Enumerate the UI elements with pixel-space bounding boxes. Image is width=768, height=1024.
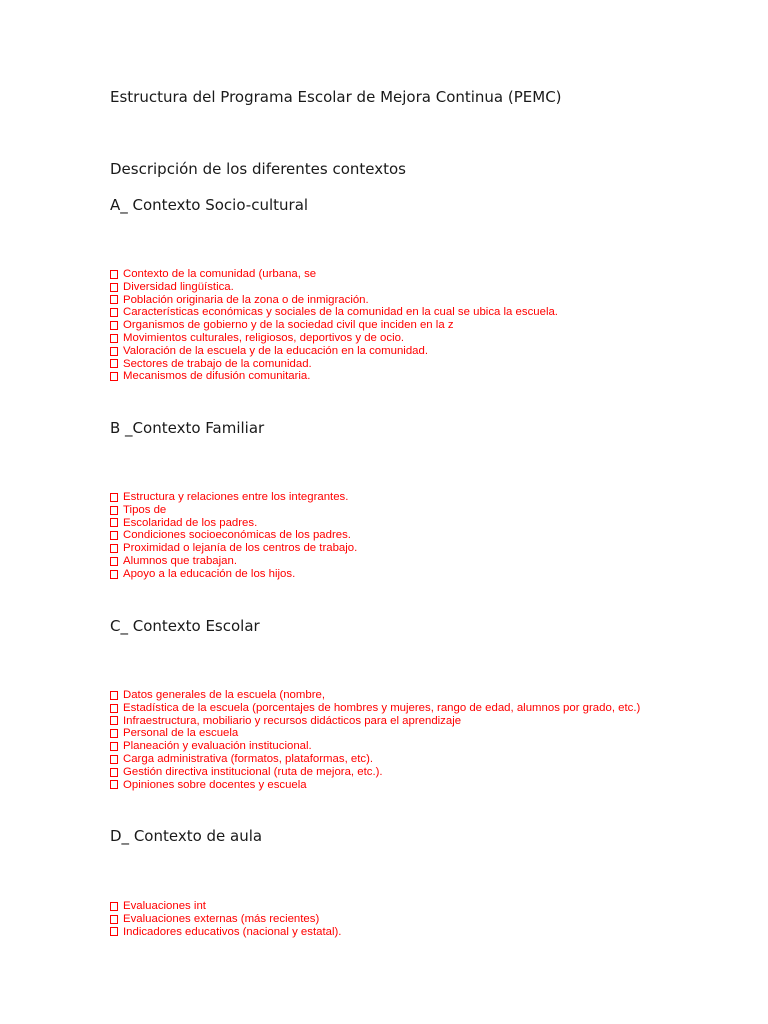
checkbox-glyph-icon [110, 755, 118, 764]
checkbox-glyph-icon [110, 716, 118, 725]
checkbox-glyph-icon [110, 531, 118, 540]
list-item [110, 913, 341, 926]
section-heading-socio-cultural: A_ Contexto Socio-cultural [110, 196, 309, 214]
list-item [110, 900, 341, 913]
list-item-text: Población originaria de la zona o de inmigración. [123, 293, 369, 306]
list-item [110, 319, 558, 332]
list-item-text: Datos generales de la escuela (nombre, [123, 689, 325, 701]
list-item-text: Alumnos que trabajan. [123, 554, 237, 567]
list-item [110, 268, 558, 281]
checkbox-glyph-icon [110, 506, 118, 515]
checkbox-glyph-icon [110, 321, 118, 330]
checkbox-glyph-icon [110, 691, 118, 700]
checkbox-glyph-icon [110, 270, 118, 279]
list-item [110, 568, 357, 581]
list-item [110, 727, 640, 740]
checkbox-glyph-icon [110, 334, 118, 343]
list-item [110, 555, 357, 568]
list-item [110, 926, 341, 939]
list-item-text: Valoración de la escuela y de la educación en la comunidad. [123, 344, 429, 357]
list-item [110, 766, 640, 779]
list-item-text: Opiniones sobre docentes y escuela [123, 778, 307, 791]
list-item [110, 753, 640, 766]
list-item-text: Estructura y relaciones entre los integrantes. [123, 491, 349, 503]
checkbox-glyph-icon [110, 283, 118, 292]
checkbox-glyph-icon [110, 729, 118, 738]
list-item-text: Personal de la escuela [123, 727, 239, 740]
list-item [110, 779, 640, 792]
list-item-text: Tipos de [123, 503, 167, 516]
list-item-text: Estadística de la escuela (porcentajes de hombres y mujeres, rango de edad, alumnos por grado, etc.) [123, 701, 641, 714]
list-item-text: Evaluaciones externas (más recientes) [123, 912, 320, 925]
list-socio-cultural [110, 268, 558, 383]
checkbox-glyph-icon [110, 518, 118, 527]
checkbox-glyph-icon [110, 704, 118, 713]
list-item-text: Escolaridad de los padres. [123, 516, 258, 529]
list-item [110, 294, 558, 307]
list-item [110, 529, 357, 542]
list-escolar [110, 689, 640, 791]
list-item-text: Proximidad o lejanía de los centros de trabajo. [123, 542, 358, 555]
section-heading-escolar: C_ Contexto Escolar [110, 617, 260, 635]
list-item-text: Mecanismos de difusión comunitaria. [123, 370, 311, 383]
list-item-text: Diversidad lingüística. [123, 280, 234, 293]
section-heading-aula: D_ Contexto de aula [110, 827, 263, 845]
checkbox-glyph-icon [110, 570, 118, 579]
list-item [110, 306, 558, 319]
list-item [110, 702, 640, 715]
checkbox-glyph-icon [110, 295, 118, 304]
list-item-text: Contexto de la comunidad (urbana, se [123, 268, 317, 280]
checkbox-glyph-icon [110, 557, 118, 566]
checkbox-glyph-icon [110, 347, 118, 356]
list-item [110, 281, 558, 294]
document-title: Estructura del Programa Escolar de Mejora Continua (PEMC) [110, 88, 562, 106]
list-item [110, 715, 640, 728]
list-item-text: Gestión directiva institucional (ruta de mejora, etc.). [123, 765, 383, 778]
checkbox-glyph-icon [110, 780, 118, 789]
checkbox-glyph-icon [110, 308, 118, 317]
list-item [110, 740, 640, 753]
list-item-text: Planeación y evaluación institucional. [123, 740, 312, 753]
list-item-text: Organismos de gobierno y de la sociedad civil que inciden en la z [123, 319, 454, 332]
list-item-text: Condiciones socioeconómicas de los padres. [123, 529, 351, 542]
list-item [110, 332, 558, 345]
checkbox-glyph-icon [110, 768, 118, 777]
list-familiar [110, 491, 357, 581]
list-item [110, 504, 357, 517]
document-subtitle: Descripción de los diferentes contextos [110, 160, 407, 178]
list-item-text: Movimientos culturales, religiosos, deportivos y de ocio. [123, 331, 405, 344]
list-item [110, 517, 357, 530]
list-item-text: Infraestructura, mobiliario y recursos didácticos para el aprendizaje [123, 714, 462, 727]
list-item-text: Evaluaciones int [123, 900, 206, 912]
checkbox-glyph-icon [110, 902, 118, 911]
list-item [110, 542, 357, 555]
checkbox-glyph-icon [110, 544, 118, 553]
list-item-text: Sectores de trabajo de la comunidad. [123, 357, 312, 370]
checkbox-glyph-icon [110, 742, 118, 751]
list-aula [110, 900, 341, 938]
list-item [110, 370, 558, 383]
checkbox-glyph-icon [110, 359, 118, 368]
checkbox-glyph-icon [110, 927, 118, 936]
list-item [110, 491, 357, 504]
checkbox-glyph-icon [110, 372, 118, 381]
checkbox-glyph-icon [110, 915, 118, 924]
section-heading-familiar: B _Contexto Familiar [110, 419, 265, 437]
list-item-text: Carga administrativa (formatos, plataformas, etc). [123, 752, 374, 765]
list-item-text: Indicadores educativos (nacional y estatal). [123, 925, 342, 938]
checkbox-glyph-icon [110, 493, 118, 502]
list-item-text: Características económicas y sociales de la comunidad en la cual se ubica la escuela. [123, 306, 558, 319]
list-item-text: Apoyo a la educación de los hijos. [123, 567, 296, 580]
list-item [110, 358, 558, 371]
list-item [110, 345, 558, 358]
list-item [110, 689, 640, 702]
